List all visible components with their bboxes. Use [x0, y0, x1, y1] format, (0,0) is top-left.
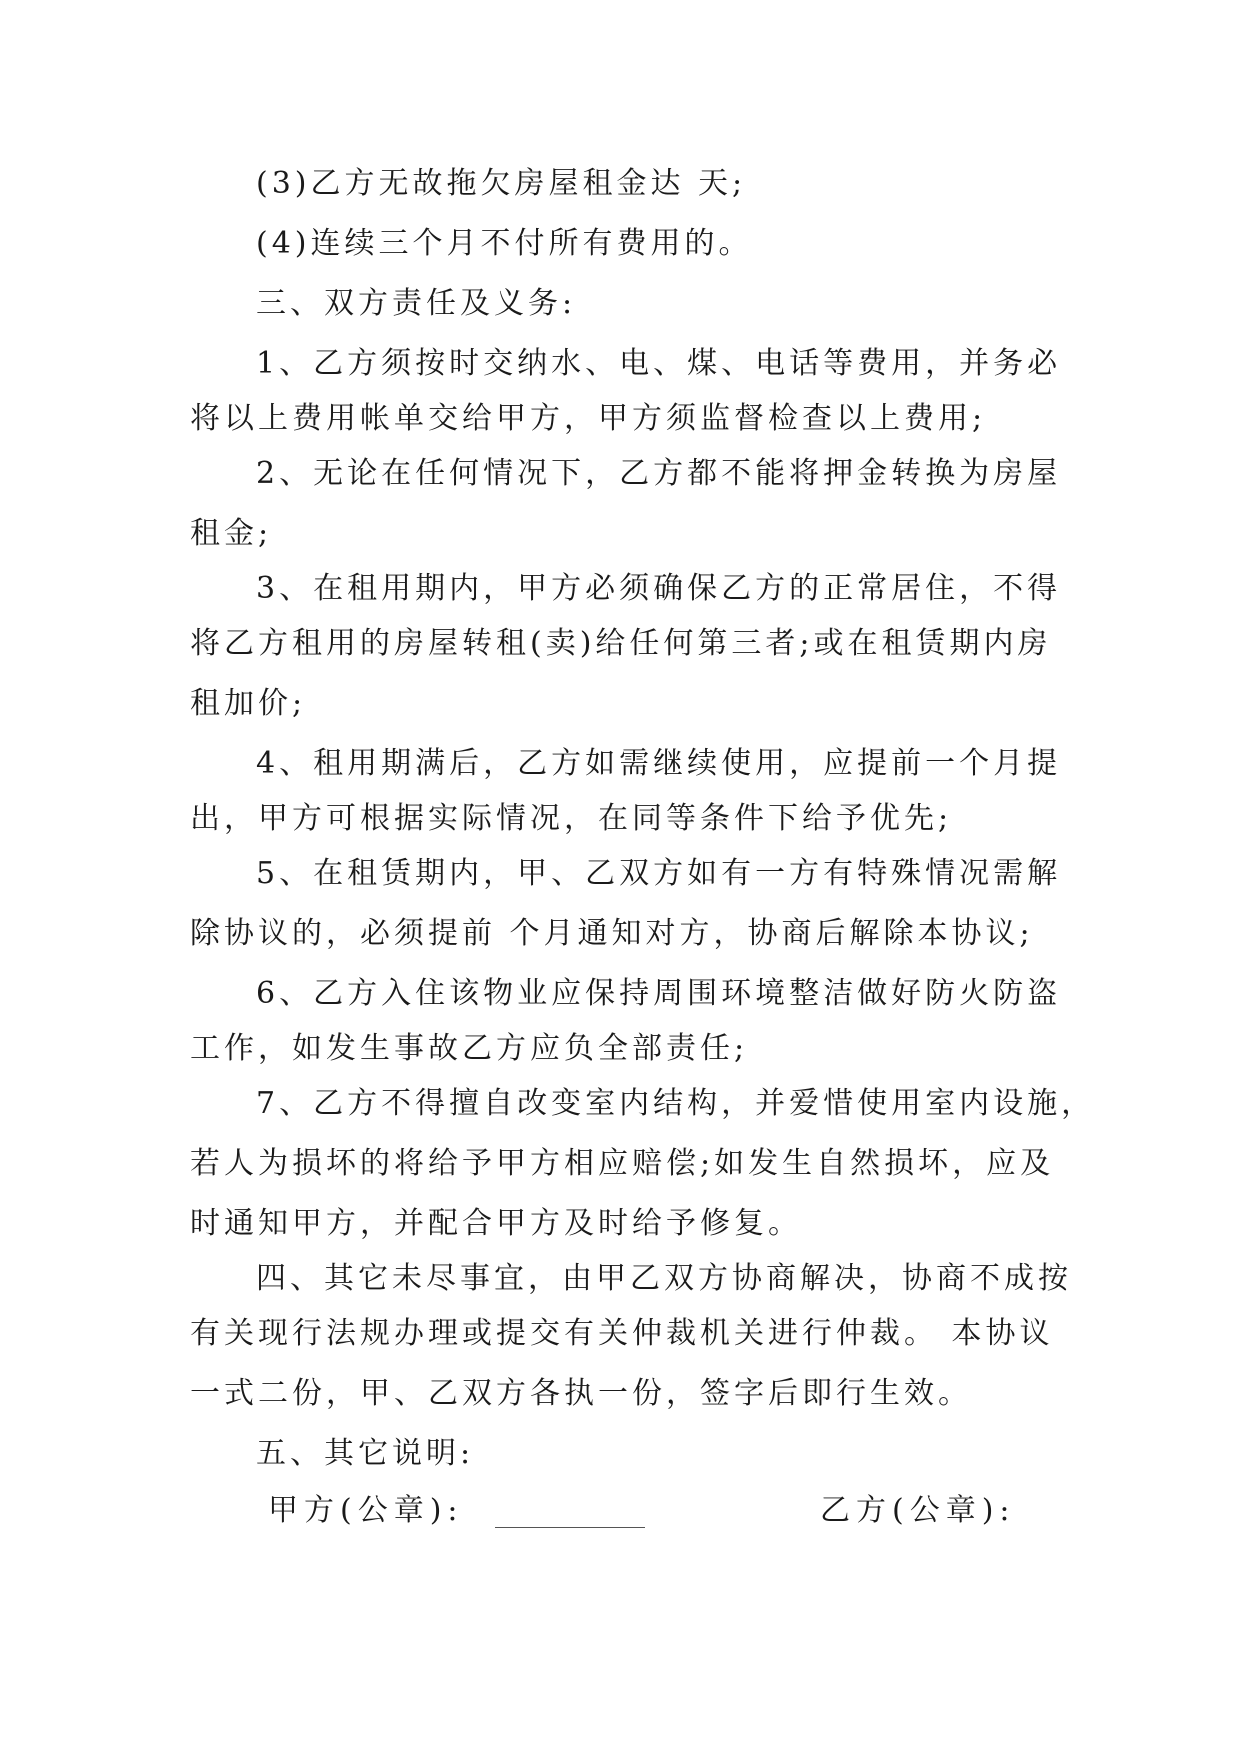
section-heading: 三、双方责任及义务: — [256, 286, 577, 321]
text-line: 工作，如发生事故乙方应负全部责任; — [190, 1031, 749, 1066]
text-line: 除协议的，必须提前 个月通知对方，协商后解除本协议; — [190, 916, 1034, 951]
text-line: 6、乙方入住该物业应保持周围环境整洁做好防火防盗 — [256, 976, 1062, 1011]
text-line: 将乙方租用的房屋转租(卖)给任何第三者;或在租赁期内房 — [190, 626, 1052, 661]
party-b-signature-label: 乙方(公章): — [820, 1493, 1016, 1528]
text-line: 出，甲方可根据实际情况，在同等条件下给予优先; — [190, 801, 953, 836]
text-line: 1、乙方须按时交纳水、电、煤、电话等费用，并务必 — [256, 346, 1062, 381]
text-line: 租金; — [190, 516, 273, 551]
text-line: 若人为损坏的将给予甲方相应赔偿;如发生自然损坏，应及 — [190, 1146, 1055, 1181]
party-a-signature-label: 甲方(公章): — [268, 1493, 464, 1528]
section-heading: 五、其它说明: — [256, 1436, 475, 1471]
text-line: 租加价; — [190, 686, 307, 721]
text-line: 有关现行法规办理或提交有关仲裁机关进行仲裁。 本协议 — [190, 1316, 1054, 1351]
section-heading: 四、其它未尽事宜，由甲乙双方协商解决，协商不成按 — [256, 1261, 1072, 1296]
text-line: 7、乙方不得擅自改变室内结构，并爱惜使用室内设施， — [256, 1086, 1096, 1121]
text-line: 时通知甲方，并配合甲方及时给予修复。 — [190, 1206, 802, 1241]
party-a-signature-blank — [495, 1527, 645, 1528]
text-line: 4、租用期满后，乙方如需继续使用，应提前一个月提 — [256, 746, 1062, 781]
text-line: (4)连续三个月不付所有费用的。 — [256, 226, 753, 261]
text-line: (3)乙方无故拖欠房屋租金达 天; — [256, 166, 747, 201]
text-line: 一式二份，甲、乙双方各执一份，签字后即行生效。 — [190, 1376, 972, 1411]
text-line: 2、无论在任何情况下，乙方都不能将押金转换为房屋 — [256, 456, 1062, 491]
text-line: 3、在租用期内，甲方必须确保乙方的正常居住，不得 — [256, 571, 1062, 606]
text-line: 将以上费用帐单交给甲方，甲方须监督检查以上费用; — [190, 401, 987, 436]
text-line: 5、在租赁期内，甲、乙双方如有一方有特殊情况需解 — [256, 856, 1062, 891]
